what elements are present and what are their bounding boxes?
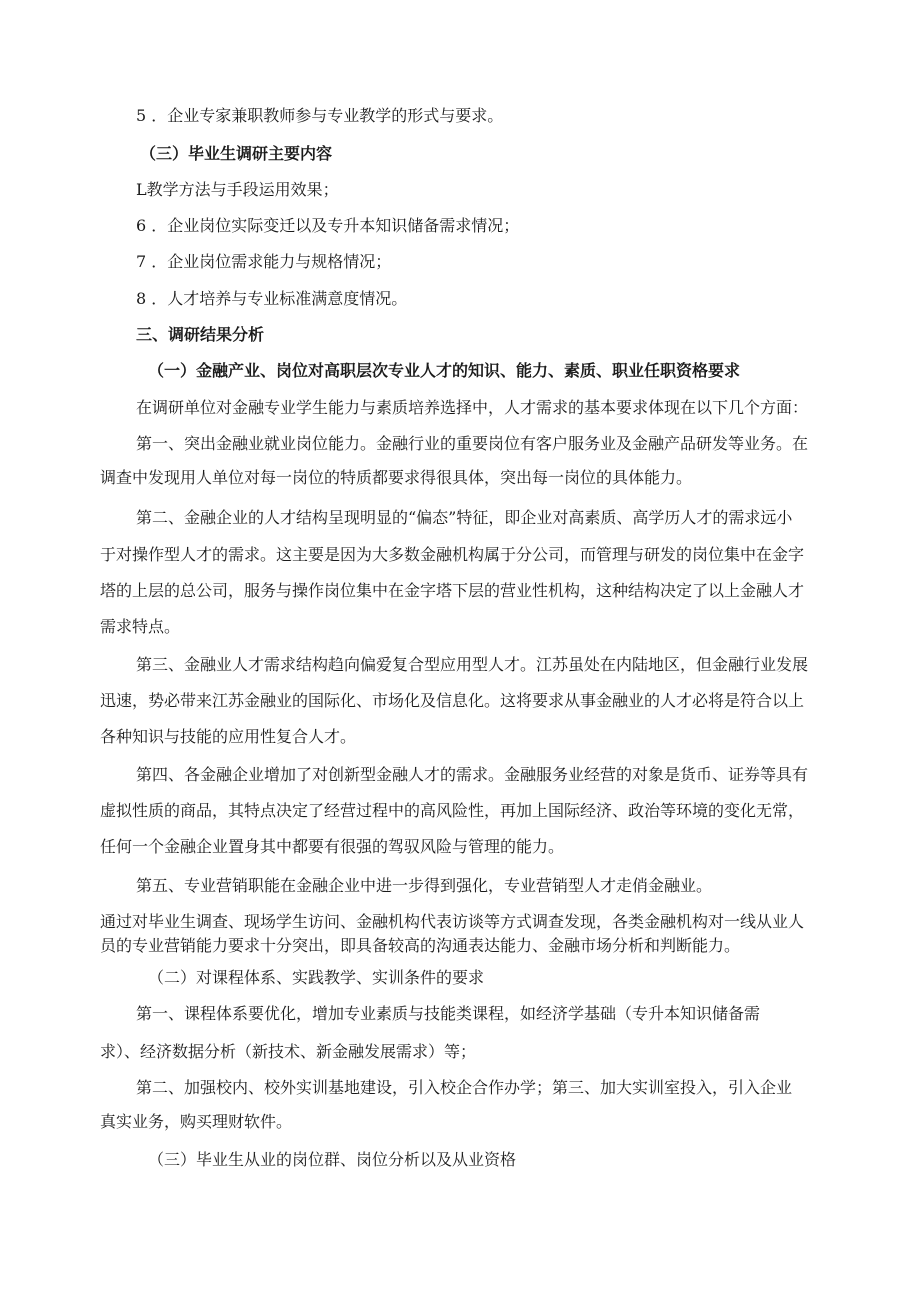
paragraph-line: 第一、突出金融业就业岗位能力。金融行业的重要岗位有客户服务业及金融产品研发等业务。在	[136, 434, 809, 453]
paragraph-line: 迅速，势必带来江苏金融业的国际化、市场化及信息化。这将要求从事金融业的人才必将是符合以上	[100, 691, 805, 710]
section-heading: （一）金融产业、岗位对高职层次专业人才的知识、能力、素质、职业任职资格要求	[148, 361, 741, 380]
paragraph-line: 各种知识与技能的应用性复合人才。	[100, 727, 357, 746]
list-item: 5 ．企业专家兼职教师参与专业教学的形式与要求。	[136, 106, 504, 125]
paragraph-line: 员的专业营销能力要求十分突出，即具备较高的沟通表达能力、金融市场分析和判断能力。	[100, 936, 741, 955]
list-item: L教学方法与手段运用效果；	[136, 180, 339, 199]
paragraph-line: 第一、课程体系要优化，增加专业素质与技能类课程，如经济学基础（专升本知识储备需	[136, 1004, 761, 1023]
paragraph-line: 调查中发现用人单位对每一岗位的特质都要求得很具体，突出每一岗位的具体能力。	[100, 468, 693, 487]
section-heading: （三）毕业生调研主要内容	[140, 144, 333, 163]
paragraph-line: 需求特点。	[100, 617, 181, 636]
paragraph-line: 第四、各金融企业增加了对创新型金融人才的需求。金融服务业经营的对象是货币、证券等具有	[136, 765, 809, 784]
section-heading: （二）对课程体系、实践教学、实训条件的要求	[148, 968, 485, 987]
chapter-heading: 三、调研结果分析	[136, 325, 265, 344]
paragraph-line: 第二、金融企业的人才结构呈现明显的“偏态”特征，即企业对高素质、高学历人才的需求远小	[136, 508, 793, 527]
paragraph-line: 塔的上层的总公司，服务与操作岗位集中在金字塔下层的营业性机构，这种结构决定了以上金融人才	[100, 581, 805, 600]
paragraph-line: 虚拟性质的商品，其特点决定了经营过程中的高风险性，再加上国际经济、政治等环境的变化无常，	[100, 801, 805, 820]
paragraph-line: 于对操作型人才的需求。这主要是因为大多数金融机构属于分公司，而管理与研发的岗位集中在金字	[100, 545, 805, 564]
paragraph-line: 第三、金融业人才需求结构趋向偏爱复合型应用型人才。江苏虽处在内陆地区，但金融行业发展	[136, 655, 809, 674]
section-heading: （三）毕业生从业的岗位群、岗位分析以及从业资格	[148, 1150, 517, 1169]
paragraph-line: 求）、经济数据分析（新技术、新金融发展需求）等；	[100, 1042, 477, 1061]
list-item: 7 ．企业岗位需求能力与规格情况；	[136, 252, 392, 271]
paragraph-line: 通过对毕业生调查、现场学生访问、金融机构代表访谈等方式调查发现，各类金融机构对一线从业人	[100, 912, 805, 931]
list-item: 8 ．人才培养与专业标准满意度情况。	[136, 289, 408, 308]
paragraph-line: 任何一个金融企业置身其中都要有很强的驾驭风险与管理的能力。	[100, 837, 565, 856]
paragraph-line: 在调研单位对金融专业学生能力与素质培养选择中，人才需求的基本要求体现在以下几个方面：	[136, 398, 809, 417]
paragraph-line: 第五、专业营销职能在金融企业中进一步得到强化，专业营销型人才走俏金融业。	[136, 876, 713, 895]
paragraph-line: 第二、加强校内、校外实训基地建设，引入校企合作办学；第三、加大实训室投入，引入企业	[136, 1078, 793, 1097]
list-item: 6 ．企业岗位实际变迁以及专升本知识储备需求情况；	[136, 216, 520, 235]
paragraph-line: 真实业务，购买理财软件。	[100, 1112, 293, 1131]
